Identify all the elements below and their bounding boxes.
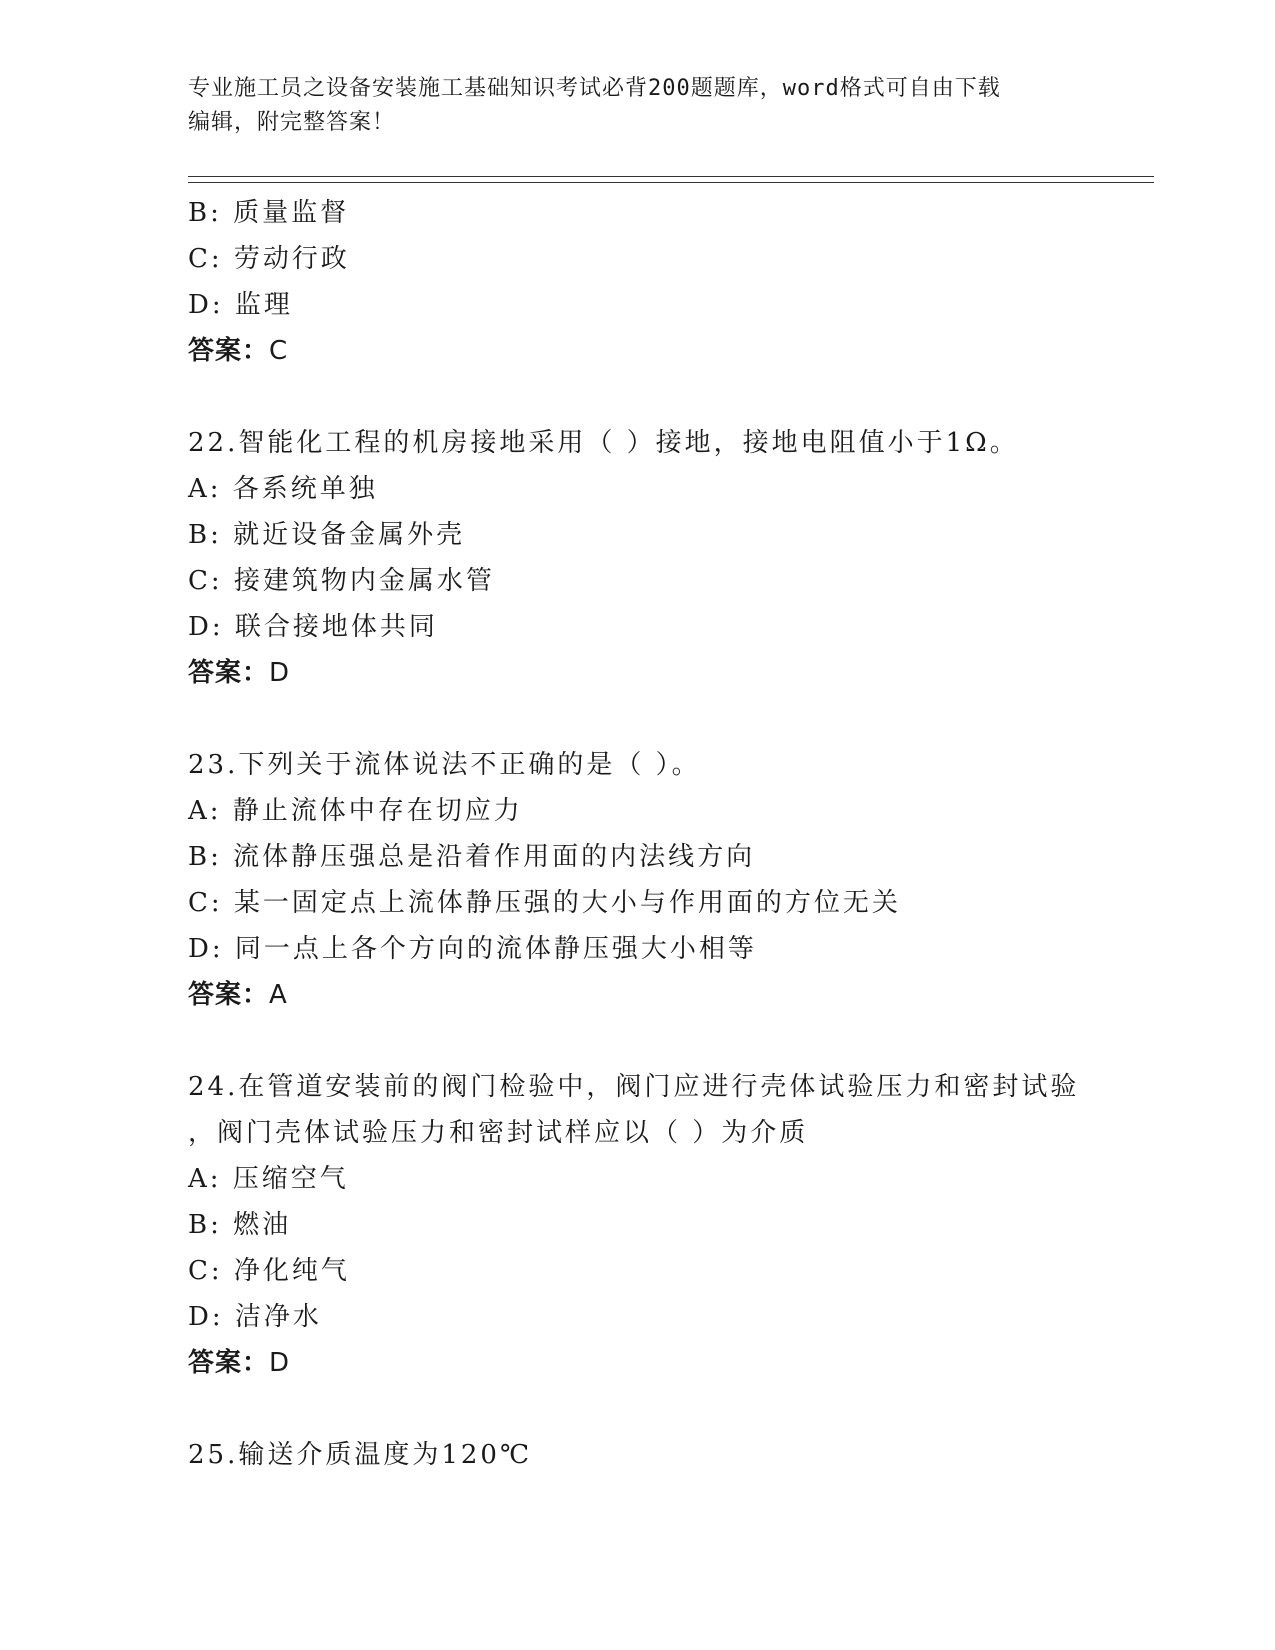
option-a: A: 压缩空气 xyxy=(188,1164,349,1194)
answer-line xyxy=(188,328,1148,374)
header-divider-top xyxy=(188,176,1154,177)
document-header xyxy=(188,72,1088,140)
answer-label: 答案： xyxy=(188,1348,270,1378)
option-d: D: 联合接地体共同 xyxy=(188,612,438,642)
spacer xyxy=(188,1386,1148,1432)
question-22 xyxy=(188,420,1148,696)
option-c: C: 某一固定点上流体静压强的大小与作用面的方位无关 xyxy=(188,888,901,918)
question-list xyxy=(188,190,1148,1478)
question-stem: 23.下列关于流体说法不正确的是（ ）。 xyxy=(188,750,701,780)
spacer xyxy=(188,1018,1148,1064)
question-stem: 22.智能化工程的机房接地采用（ ）接地，接地电阻值小于1Ω。 xyxy=(188,428,1019,458)
question-stem-line-2: ，阀门壳体试验压力和密封试样应以（ ）为介质 xyxy=(188,1118,809,1148)
answer-line xyxy=(188,650,1148,696)
header-title-line-2: 编辑，附完整答案！ xyxy=(188,110,396,135)
question-24 xyxy=(188,1064,1148,1386)
question-21 xyxy=(188,190,1148,374)
option-a: A: 各系统单独 xyxy=(188,474,378,504)
answer-value: A xyxy=(269,980,288,1010)
option-a: A: 静止流体中存在切应力 xyxy=(188,796,523,826)
option-b: B: 燃油 xyxy=(188,1210,292,1240)
question-stem-line-1: 24.在管道安装前的阀门检验中，阀门应进行壳体试验压力和密封试验 xyxy=(188,1072,1080,1102)
spacer xyxy=(188,374,1148,420)
question-25 xyxy=(188,1432,1148,1478)
answer-label: 答案： xyxy=(188,336,270,366)
spacer xyxy=(188,696,1148,742)
header-title-line-1: 专业施工员之设备安装施工基础知识考试必背200题题库，word格式可自由下载 xyxy=(188,76,1001,101)
answer-value: C xyxy=(269,336,289,366)
answer-label: 答案： xyxy=(188,658,270,688)
option-d: D: 同一点上各个方向的流体静压强大小相等 xyxy=(188,934,757,964)
question-23 xyxy=(188,742,1148,1018)
option-b: B: 质量监督 xyxy=(188,198,350,228)
answer-line xyxy=(188,1340,1148,1386)
option-b: B: 流体静压强总是沿着作用面的内法线方向 xyxy=(188,842,756,872)
option-d: D: 洁净水 xyxy=(188,1302,322,1332)
option-c: C: 劳动行政 xyxy=(188,244,350,274)
answer-label: 答案： xyxy=(188,980,270,1010)
option-d: D: 监理 xyxy=(188,290,293,320)
option-b: B: 就近设备金属外壳 xyxy=(188,520,466,550)
option-c: C: 净化纯气 xyxy=(188,1256,350,1286)
answer-value: D xyxy=(269,658,291,688)
question-stem: 25.输送介质温度为120℃ xyxy=(188,1440,533,1470)
answer-line xyxy=(188,972,1148,1018)
answer-value: D xyxy=(269,1348,291,1378)
option-c: C: 接建筑物内金属水管 xyxy=(188,566,495,596)
header-divider-bottom xyxy=(188,182,1154,183)
